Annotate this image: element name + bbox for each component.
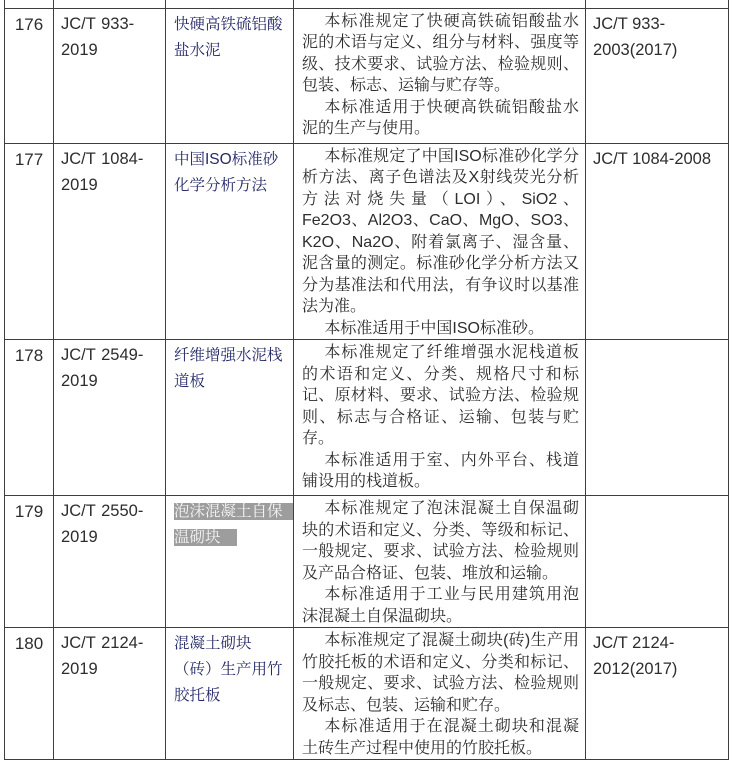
previous-row-remnant: [5, 0, 729, 8]
standard-name-cell: [166, 8, 294, 143]
standard-name-link[interactable]: 混凝土砌块（砖）生产用竹胶托板: [174, 635, 283, 704]
replaced-standard-cell: JC/T 933-2003(2017): [586, 8, 729, 143]
standard-code-cell: JC/T 933-2019: [54, 8, 166, 143]
table-row: [5, 496, 729, 628]
row-number-cell: 178: [5, 340, 54, 496]
standard-name-link[interactable]: 快硬高铁硫铝酸盐水泥: [174, 15, 283, 59]
description-scope-paragraph: 本标准规定了泡沫混凝土自保温砌块的术语和定义、分类、等级和标记、一般规定、要求、试验方法、检验规则及产品合格证、包装、堆放和运输。: [302, 500, 579, 582]
description-scope-paragraph: 本标准规定了混凝土砌块(砖)生产用竹胶托板的术语和定义、分类和标记、一般规定、要求、试验方法、检验规则及标志、包装、运输和贮存。: [302, 632, 579, 714]
previous-row-remnant-cell: [586, 0, 729, 8]
description-scope-paragraph: 本标准规定了快硬高铁硫铝酸盐水泥的术语与定义、组分与材料、强度等级、技术要求、试验方法、检验规则、包装、标志、运输与贮存等。: [302, 12, 579, 94]
standard-code-cell: JC/T 2550-2019: [54, 496, 166, 628]
standard-name-cell: [166, 340, 294, 496]
description-applicability-paragraph: 本标准适用于室、内外平台、栈道铺设用的栈道板。: [302, 451, 579, 490]
table-row: [5, 340, 729, 496]
row-number-cell: 180: [5, 628, 54, 760]
standard-description-cell: [294, 496, 586, 628]
description-applicability-paragraph: 本标准适用于中国ISO标准砂。: [324, 319, 544, 337]
standard-description-cell: [294, 143, 586, 340]
standard-description-cell: [294, 340, 586, 496]
standard-code-cell: JC/T 2549-2019: [54, 340, 166, 496]
description-applicability-paragraph: 本标准适用于快硬高铁硫铝酸盐水泥的生产与使用。: [302, 98, 579, 137]
replaced-standard-cell: [586, 340, 729, 496]
standard-name-link[interactable]: 纤维增强水泥栈道板: [174, 347, 283, 390]
description-scope-paragraph: 本标准规定了纤维增强水泥栈道板的术语和定义、分类、规格尺寸和标记、原材料、要求、试验方法、检验规则、标志与合格证、运输、包装与贮存。: [302, 344, 579, 447]
replaced-standard-cell: [586, 496, 729, 628]
standard-name-link-selected[interactable]: 泡沫混凝土自保温砌块: [174, 503, 294, 546]
standard-code-cell: JC/T 1084-2019: [54, 143, 166, 340]
table-row: [5, 143, 729, 340]
standard-code-cell: JC/T 2124-2019: [54, 628, 166, 760]
row-number-cell: 176: [5, 8, 54, 143]
table-row: [5, 8, 729, 143]
standard-name-cell: [166, 496, 294, 628]
standard-name-link[interactable]: 中国ISO标准砂化学分析方法: [174, 150, 279, 194]
description-applicability-paragraph: 本标准适用于工业与民用建筑用泡沫混凝土自保温砌块。: [302, 586, 579, 625]
standard-name-cell: [166, 628, 294, 760]
replaced-standard-cell: JC/T 2124-2012(2017): [586, 628, 729, 760]
replaced-standard-cell: JC/T 1084-2008: [586, 143, 729, 340]
previous-row-remnant-cell: [54, 0, 166, 8]
previous-row-remnant-cell: [5, 0, 54, 8]
standard-description-cell: [294, 8, 586, 143]
row-number-cell: 177: [5, 143, 54, 340]
row-number-cell: 179: [5, 496, 54, 628]
description-applicability-paragraph: 本标准适用于在混凝土砌块和混凝土砖生产过程中使用的竹胶托板。: [302, 718, 579, 757]
standard-name-cell: [166, 143, 294, 340]
previous-row-remnant-cell: [294, 0, 586, 8]
description-scope-paragraph: 本标准规定了中国ISO标准砂化学分析方法、离子色谱法及X射线荧光分析方法对烧失量（LOI）、SiO2、Fe2O3、Al2O3、CaO、MgO、SO3、K2O、Na2O、附着氯离子、湿含量、泥含量的测定。标准砂化学分析方法又分为基准法和代用法，有争议时以基准法为准。: [302, 147, 579, 315]
standard-description-cell: [294, 628, 586, 760]
standards-table: [4, 0, 729, 760]
table-row: [5, 628, 729, 760]
previous-row-remnant-cell: [166, 0, 294, 8]
